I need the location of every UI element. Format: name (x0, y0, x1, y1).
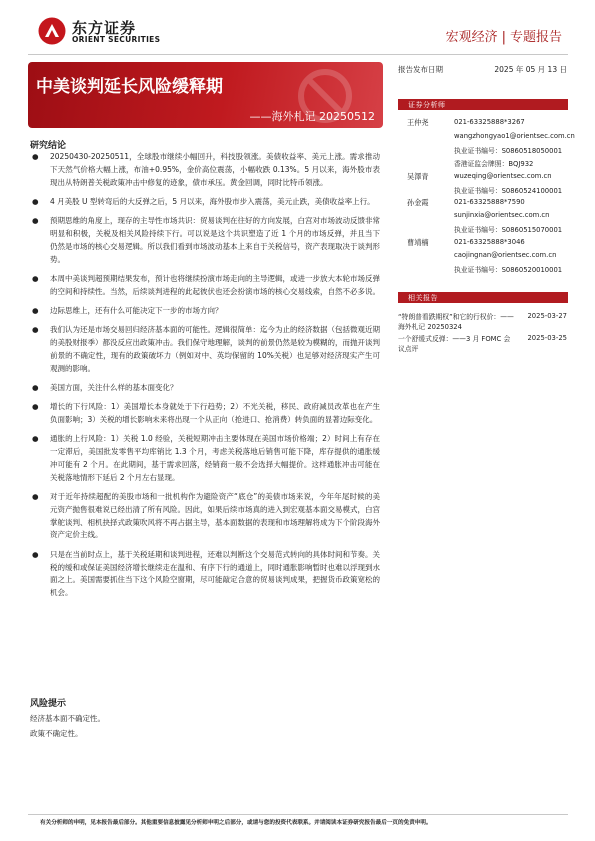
related-report-date: 2025-03-27 (527, 312, 567, 320)
analyst-email[interactable]: wuzeqing@orientsec.com.cn (454, 172, 552, 180)
report-date-label: 报告发布日期 (398, 65, 443, 74)
analyst-phone: 021-63325888*7590 (454, 198, 525, 206)
analyst-email[interactable]: wangzhongyao1@orientsec.com.cn (454, 132, 575, 140)
risk-item: 政策不确定性。 (30, 729, 83, 738)
conclusion-text: 通胀的上行风险：1）关税 1.0 经验，关税短期冲击主要体现在美国市场价格端；2）时间上有存在一定滞后，美国批发零售平均库销比 1.3 个月，考虑关税落地后销售可能下降，库存提供的通胀缓冲可能有 2 个月。在此期间，基于需求回落，经销商一般不会选择大幅提价。这样通胀冲击可能在关税落地情形下延后 2 个月左右显现。 (50, 434, 380, 482)
conclusion-text: 20250430-20250511，全球股市继续小幅回升，科技股领涨。美债收益率、美元上涨。需求推动下天然气价格大幅上涨，布油+0.95%，金价高位震荡，小幅收跌 0.13%。5 月以来，海外股市表现出从特朗普关税政策冲击中修复的迹象，债市承压。黄金回调，同时比特币领涨。 (50, 152, 380, 187)
analyst-license: 执业证书编号：S0860518050001 (454, 147, 563, 155)
conclusion-item (30, 196, 380, 209)
bullet-icon: ● (32, 196, 39, 206)
conclusion-text: 4 月美股 U 型转弯后的大反弹之后，5 月以来，海外股市步入震荡，美元止跌，美债收益率上行。 (50, 196, 375, 206)
conclusion-item (30, 401, 380, 427)
conclusion-item (30, 273, 380, 299)
bullet-icon: ● (32, 492, 39, 502)
conclusion-item (30, 382, 380, 395)
analyst-phone: 021-63325888*3267 (454, 118, 525, 126)
report-title: 中美谈判延长风险缓释期 (36, 77, 223, 97)
conclusion-text: 预期思维的角度上，现存的主导性市场共识：贸易谈判在往好的方向发展，白宫对市场波动反馈非常明显和积极，关税及相关风险持续下行。可以说是这个共识塑造了近 1 个月的市场反弹，并且当下仍然是市场的核心交易逻辑。所以我们看到市场波动基本上来自于关税信号，资产表现取决于谈判形势。 (50, 216, 380, 264)
bullet-icon: ● (32, 549, 39, 559)
risk-heading: 风险提示 (30, 699, 67, 709)
logo-chinese-name: 东方证券 (72, 19, 137, 37)
related-report-date: 2025-03-25 (527, 334, 567, 342)
disclaimer-footer: 有关分析师的申明，见本报告最后部分。其他重要信息披露见分析师申明之后部分，或请与您的投资代表联系。并请阅读本证券研究报告最后一页的免责申明。 (40, 820, 432, 826)
analyst-email[interactable]: caojingnan@orientsec.com.cn (454, 251, 557, 259)
conclusion-item (30, 433, 380, 484)
analyst-name: 王仲尧 (407, 118, 429, 127)
conclusion-text: 本周中美谈判超预期结果发布，预计也将继续扮演市场走向的主导逻辑，或进一步放大本轮市场反弹的空间和持续性。当然，后续谈判进程的此起彼伏也还会扮演市场的核心交易线索，自然不必多说。 (50, 273, 380, 296)
bullet-icon: ● (32, 434, 39, 444)
conclusion-text: 对于近年持续超配的美股市场和一批机构作为避险资产“底仓”的美债市场来说，今年年尾时候的美元资产抛售很难说已经出清了所有风险。因此，如果后续市场真的进入到宏观基本面交易模式，白宫掌舵谈判、相机抉择式政策吹风将不再占据主导，基本面数据的表现和市场理解将成为下个阶段海外资产定价主线。 (50, 492, 380, 540)
analyst-license: 执业证书编号：S0860524100001 (454, 187, 563, 195)
logo-english-name: ORIENT SECURITIES (72, 35, 161, 44)
analyst-email[interactable]: sunjinxia@orientsec.com.cn (454, 211, 550, 219)
analyst-name: 孙金霞 (407, 198, 429, 207)
report-subtitle: ——海外札记 20250512 (249, 110, 375, 123)
analyst-phone: 021-63325888*3046 (454, 238, 525, 246)
bullet-icon: ● (32, 305, 39, 315)
conclusion-text: 只是在当前时点上，基于关税延期和谈判进程，还难以判断这个交易范式转向的具体时间和节奏。关税的缓和或保证美国经济增长继续走在温和、有序下行的通道上，同时通胀影响暂时也难以浮现到水面之上。美国需要抓住当下这个风险空窗期，尽可能敲定合意的贸易谈判成果，把握货币政策宽松的机会。 (50, 549, 380, 598)
conclusion-text: 边际思维上，还有什么可能决定下一步的市场方向？ (50, 305, 223, 315)
research-conclusion-list (30, 151, 380, 606)
orient-securities-logo-icon (37, 16, 67, 46)
bullet-icon: ● (32, 402, 39, 412)
footer-divider (28, 814, 568, 815)
report-type-label: 专题报告 (509, 30, 562, 45)
analyst-name: 曹靖楠 (407, 238, 429, 247)
conclusion-text: 增长的下行风险：1）美国增长本身就处于下行趋势；2）不光关税，移民、政府减员改革也在产生负面影响；3）关税的增长影响未来将出现一个从正向（抢进口、抢消费）转负面的显著边际变化。 (50, 402, 380, 425)
analyst-hk-license: 香港证监会牌照：BQJ932 (454, 160, 534, 168)
related-reports-header: 相关报告 (408, 294, 438, 302)
conclusion-text: 美国方面，关注什么样的基本面变化？ (50, 382, 178, 392)
category-separator: | (501, 30, 506, 45)
analyst-license: 执业证书编号：S0860520010001 (454, 266, 563, 274)
title-banner (28, 62, 383, 128)
conclusion-item (30, 491, 380, 542)
header-divider (28, 54, 568, 55)
analyst-license: 执业证书编号：S0860515070001 (454, 226, 563, 234)
risk-item: 经济基本面不确定性。 (30, 714, 105, 723)
research-conclusion-heading: 研究结论 (30, 141, 67, 151)
related-report-link[interactable]: “特朗普看跌期权”和它的行权价：——海外札记 20250324 (398, 313, 514, 331)
conclusion-text: 我们认为还是市场交易回归经济基本面的可能性。逻辑很简单：迄今为止的经济数据（包括微观近期的美股财报季）都没反应出政策冲击。我们保守地理解，谈判的前景仍然是较为模糊的，而抛开谈判前景的不确定性，现有的政策破坏力（例如对中、英均保留的 10%关税）也足够对经济现实产生可观测的影响。 (50, 325, 380, 373)
conclusion-item (30, 305, 380, 318)
category-label: 宏观经济 (445, 30, 498, 45)
conclusion-item (30, 324, 380, 375)
bullet-icon: ● (32, 325, 39, 335)
conclusion-item (30, 151, 380, 189)
conclusion-item (30, 215, 380, 266)
analysts-header: 证券分析师 (408, 101, 446, 109)
analyst-name: 吴澤青 (407, 172, 429, 181)
conclusion-item (30, 549, 380, 600)
report-category (446, 26, 562, 45)
bullet-icon: ● (32, 273, 39, 283)
report-date-value: 2025 年 05 月 13 日 (494, 65, 567, 74)
related-report-link[interactable]: 一个舒缓式反弹：——3 月 FOMC 会议点评 (398, 335, 511, 353)
bullet-icon: ● (32, 382, 39, 392)
bullet-icon: ● (32, 216, 39, 226)
bullet-icon: ● (32, 152, 39, 161)
